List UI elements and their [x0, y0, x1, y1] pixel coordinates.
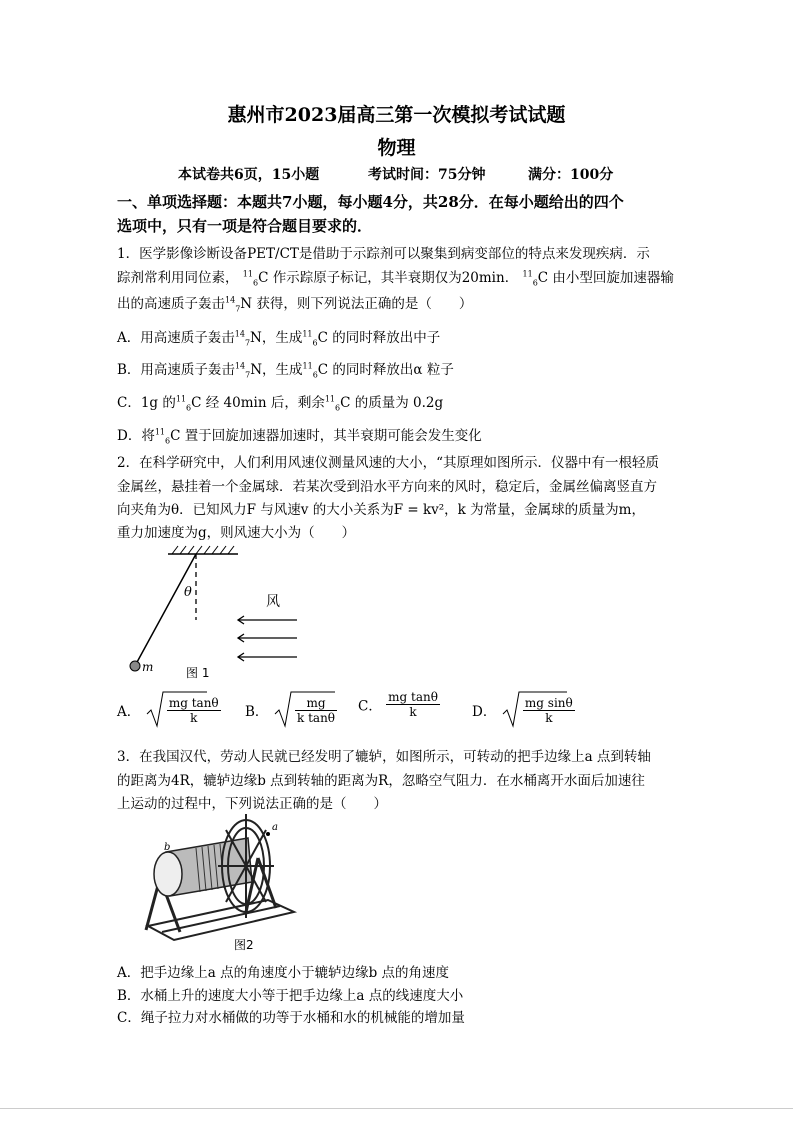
opt-text: D．将 [117, 428, 155, 444]
fraction [523, 696, 575, 725]
figure-1-anemometer [120, 540, 320, 680]
numerator: mg tanθ [388, 690, 438, 704]
figure-caption: 图 1 [186, 666, 210, 680]
fraction [386, 690, 440, 719]
wind-arrows [238, 616, 297, 661]
page-bottom-divider [0, 1108, 793, 1109]
label-a: a [272, 822, 278, 833]
fraction [167, 696, 221, 725]
opt-label: C． [358, 698, 382, 715]
mass-number: 14 [234, 329, 245, 339]
denominator: k tanθ [297, 710, 336, 725]
page-title: 惠州市2023届高三第一次模拟考试试题 [227, 104, 566, 126]
info-pages: 本试卷共6页，15小题 [178, 167, 320, 183]
mass-number: 11 [302, 361, 313, 371]
q1-line1: 1．医学影像诊断设备PET/CT是借助于示踪剂可以聚集到病变部位的特点来发现疾病．示 [117, 246, 650, 262]
q2-line4: 重力加速度为g，则风速大小为（ ） [117, 525, 356, 541]
q1-text: N 获得，则下列说法正确的是（ ） [240, 296, 473, 312]
q2-line2: 金属丝，悬挂着一个金属球．若某次受到沿水平方向来的风时，稳定后，金属丝偏离竖直方 [117, 479, 657, 495]
q1-text: C 作示踪原子标记，其半衰期仅为20min． [258, 270, 519, 286]
opt-text: C 置于回旋加速器加速时，其半衰期可能会发生变化 [170, 428, 482, 444]
opt-text: C 的同时释放出α 粒子 [317, 362, 454, 378]
isotope-c11 [243, 270, 258, 286]
atomic-number: 7 [235, 304, 241, 314]
fraction [295, 696, 337, 725]
atomic-number: 7 [245, 370, 251, 380]
atomic-number: 6 [532, 278, 538, 288]
opt-text: C．1g 的 [117, 395, 176, 411]
q2-line1: 2．在科学研究中，人们利用风速仪测量风速的大小，“其原理如图所示．仪器中有一根轻质 [117, 455, 659, 471]
q1-text: 踪剂常利用同位素， [117, 270, 239, 286]
opt-text: C 经 40min 后，剩余 [191, 395, 325, 411]
opt-text: N，生成 [250, 362, 303, 378]
q1-line2 [117, 266, 674, 288]
q3-line1: 3．在我国汉代，劳动人民就已经发明了辘轳，如图所示，可转动的把手边缘上a 点到转轴 [117, 749, 651, 765]
atomic-number: 7 [244, 338, 251, 348]
theta-label: θ [184, 585, 192, 600]
info-score: 满分：100分 [528, 167, 614, 183]
opt-label: A． [117, 704, 141, 720]
opt-label: D． [472, 704, 497, 720]
q2-line3: 向夹角为θ．已知风力F 与风速v 的大小关系为F = kv²，k 为常量，金属球的质量为m， [117, 502, 645, 518]
section-heading-line2: 选项中，只有一项是符合题目要求的． [117, 217, 373, 235]
atomic-number: 6 [252, 278, 259, 288]
wind-label: 风 [266, 594, 280, 610]
q2-option-d[interactable] [472, 690, 575, 730]
q1-line3 [117, 292, 472, 314]
numerator: mg sinθ [524, 695, 573, 710]
q3-line2: 的距离为4R，辘轳边缘b 点到转轴的距离为R，忽略空气阻力．在水桶离开水面后加速往 [117, 773, 645, 789]
q2-option-b[interactable] [245, 690, 337, 730]
atomic-number: 6 [335, 403, 341, 413]
section-heading-line1: 一、单项选择题：本题共7小题，每小题4分，共28分．在每小题给出的四个 [117, 193, 624, 211]
q3-option-a[interactable]: A．把手边缘上a 点的角速度小于辘轳边缘b 点的角速度 [117, 965, 450, 981]
numerator: mg tanθ [168, 695, 219, 710]
denominator: k [545, 710, 553, 725]
mass-number: 11 [324, 394, 336, 404]
opt-text: B．用高速质子轰击 [117, 362, 235, 378]
opt-text: N，生成 [250, 330, 303, 346]
mass-number: 14 [225, 295, 236, 305]
denominator: k [190, 710, 198, 725]
mass-number: 11 [242, 269, 253, 279]
mass-number: 11 [302, 329, 313, 339]
q3-option-c[interactable]: C．绳子拉力对水桶做的功等于水桶和水的机械能的增加量 [117, 1010, 465, 1026]
opt-label: B． [245, 704, 269, 720]
q2-option-c[interactable] [358, 690, 440, 719]
figure-caption: 图2 [234, 938, 254, 952]
denominator: k [409, 705, 417, 719]
opt-text: A．用高速质子轰击 [117, 330, 235, 346]
label-b: b [164, 842, 171, 853]
atomic-number: 6 [312, 370, 318, 380]
q1-text: C 由小型回旋加速器输 [537, 270, 674, 286]
mass-label: m [142, 660, 154, 674]
q1-option-c[interactable] [117, 391, 443, 413]
opt-text: C 的同时释放出中子 [317, 330, 441, 346]
q2-option-a[interactable] [117, 690, 221, 730]
atomic-number: 6 [186, 403, 192, 413]
mass-number: 14 [234, 361, 246, 371]
atomic-number: 6 [165, 436, 171, 446]
q3-line3: 上运动的过程中，下列说法正确的是（ ） [117, 796, 387, 812]
ceiling-hatch [172, 546, 234, 554]
metal-ball [130, 661, 140, 671]
mass-number: 11 [522, 269, 533, 279]
q1-text: 出的高速质子轰击 [117, 296, 225, 312]
opt-text: C 的质量为 0.2g [340, 395, 444, 411]
subject-title: 物理 [377, 137, 416, 159]
info-time: 考试时间：75分钟 [368, 167, 486, 183]
mass-number: 11 [175, 394, 187, 404]
mass-number: 11 [154, 427, 166, 437]
q1-option-a[interactable] [117, 326, 440, 348]
wire [136, 554, 196, 664]
atomic-number: 6 [312, 338, 318, 348]
q1-option-b[interactable] [117, 358, 454, 380]
q3-option-b[interactable]: B．水桶上升的速度大小等于把手边缘上a 点的线速度大小 [117, 988, 464, 1004]
wheel-handle [218, 814, 274, 918]
point-a-marker [266, 832, 270, 836]
figure-2-windlass [118, 808, 298, 956]
numerator: mg [295, 696, 337, 711]
q1-option-d[interactable] [117, 424, 482, 446]
